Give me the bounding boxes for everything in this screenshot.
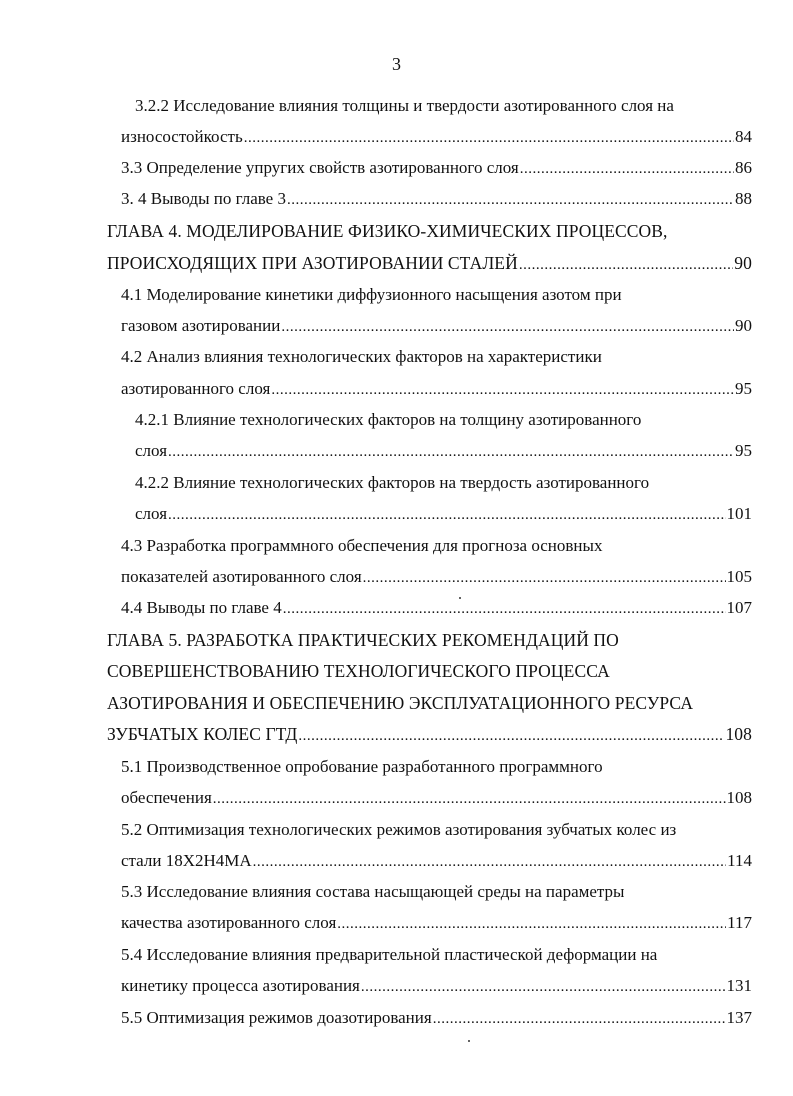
toc-entry-text: 5.2 Оптимизация технологических режимов азотирования зубчатых колес из xyxy=(121,820,677,839)
dot-leader xyxy=(283,597,726,621)
dot-leader xyxy=(253,850,726,874)
toc-entry-text: ЗУБЧАТЫХ КОЛЕС ГТД xyxy=(107,724,298,744)
toc-entry-3-3[interactable] xyxy=(121,156,752,180)
dot-leader xyxy=(520,157,734,181)
toc-chapter-4[interactable] xyxy=(107,219,668,243)
toc-entry-4-4[interactable] xyxy=(121,596,752,620)
toc-page-number: 105 xyxy=(726,567,752,586)
dot-leader xyxy=(519,253,733,277)
toc-entry-text: 3.2.2 Исследование влияния толщины и твердости азотированного слоя на xyxy=(135,96,674,115)
toc-entry-3-2-2-cont[interactable] xyxy=(121,125,752,149)
toc-entry-4-3-cont[interactable] xyxy=(121,565,752,589)
toc-entry-text: слоя xyxy=(135,504,168,523)
toc-entry-text: 3. 4 Выводы по главе 3 xyxy=(121,189,286,208)
toc-entry-text: АЗОТИРОВАНИЯ И ОБЕСПЕЧЕНИЮ ЭКСПЛУАТАЦИОННОГО РЕСУРСА xyxy=(107,693,694,713)
dot-leader xyxy=(213,787,726,811)
page-number: 3 xyxy=(392,54,401,74)
toc-page-number: 108 xyxy=(726,788,752,807)
scan-speck xyxy=(468,1040,470,1042)
toc-entry-text: 5.5 Оптимизация режимов доазотирования xyxy=(121,1008,432,1027)
toc-chapter-5[interactable] xyxy=(107,628,619,652)
toc-entry-4-2-1[interactable] xyxy=(135,408,641,432)
toc-entry-5-2-cont[interactable] xyxy=(121,849,752,873)
toc-entry-text: слоя xyxy=(135,441,168,460)
dot-leader xyxy=(271,378,734,402)
toc-entry-5-4[interactable] xyxy=(121,943,657,967)
toc-entry-5-1-cont[interactable] xyxy=(121,786,752,810)
dot-leader xyxy=(168,503,725,527)
toc-entry-4-2-cont[interactable] xyxy=(121,377,752,401)
toc-entry-5-2[interactable] xyxy=(121,818,676,842)
toc-entry-text: качества азотированного слоя xyxy=(121,913,337,932)
toc-entry-3-2-2[interactable] xyxy=(135,94,674,118)
toc-page-number: 107 xyxy=(726,598,752,617)
toc-entry-text: кинетику процесса азотирования xyxy=(121,976,360,995)
toc-entry-5-1[interactable] xyxy=(121,755,603,779)
toc-entry-5-3[interactable] xyxy=(121,880,624,904)
toc-entry-4-2-2-cont[interactable] xyxy=(135,502,752,526)
toc-entry-text: 4.2 Анализ влияния технологических факторов на характеристики xyxy=(121,347,602,366)
toc-entry-text: 4.1 Моделирование кинетики диффузионного насыщения азотом при xyxy=(121,285,622,304)
toc-page-number: 90 xyxy=(735,316,752,335)
toc-chapter-5-line2[interactable] xyxy=(107,659,610,683)
toc-page-number: 137 xyxy=(726,1008,752,1027)
toc-entry-text: ГЛАВА 5. РАЗРАБОТКА ПРАКТИЧЕСКИХ РЕКОМЕНДАЦИЙ ПО xyxy=(107,630,619,650)
dot-leader xyxy=(363,566,726,590)
dot-leader xyxy=(337,912,726,936)
toc-entry-5-5[interactable] xyxy=(121,1006,752,1030)
toc-entry-5-3-cont[interactable] xyxy=(121,911,752,935)
toc-entry-text: 4.2.1 Влияние технологических факторов на толщину азотированного xyxy=(135,410,642,429)
toc-chapter-4-cont[interactable] xyxy=(107,251,752,275)
toc-chapter-5-line4[interactable] xyxy=(107,722,752,746)
toc-entry-text: обеспечения xyxy=(121,788,212,807)
toc-entry-5-4-cont[interactable] xyxy=(121,974,752,998)
toc-entry-text: стали 18Х2Н4МА xyxy=(121,851,252,870)
dot-leader xyxy=(287,188,734,212)
toc-page-number: 86 xyxy=(735,158,752,177)
toc-entry-text: 5.4 Исследование влияния предварительной пластической деформации на xyxy=(121,945,658,964)
dot-leader xyxy=(433,1007,726,1031)
dot-leader xyxy=(281,315,734,339)
toc-page-number: 90 xyxy=(734,253,752,273)
scan-speck xyxy=(459,597,461,599)
toc-entry-4-2[interactable] xyxy=(121,345,602,369)
toc-entry-4-1-cont[interactable] xyxy=(121,314,752,338)
toc-page-number: 88 xyxy=(735,189,752,208)
toc-entry-4-2-2[interactable] xyxy=(135,471,649,495)
toc-entry-4-2-1-cont[interactable] xyxy=(135,439,752,463)
toc-entry-text: 4.4 Выводы по главе 4 xyxy=(121,598,282,617)
toc-entry-text: 5.1 Производственное опробование разработанного программного xyxy=(121,757,603,776)
toc-entry-text: азотированного слоя xyxy=(121,379,271,398)
toc-entry-text: СОВЕРШЕНСТВОВАНИЮ ТЕХНОЛОГИЧЕСКОГО ПРОЦЕССА xyxy=(107,661,610,681)
toc-entry-text: износостойкость xyxy=(121,127,243,146)
toc-page-number: 101 xyxy=(726,504,752,523)
toc-entry-3-4[interactable] xyxy=(121,187,752,211)
toc-entry-text: ПРОИСХОДЯЩИХ ПРИ АЗОТИРОВАНИИ СТАЛЕЙ xyxy=(107,253,518,273)
toc-entry-text: газовом азотировании xyxy=(121,316,281,335)
dot-leader xyxy=(168,440,734,464)
toc-entry-text: 4.3 Разработка программного обеспечения для прогноза основных xyxy=(121,536,603,555)
toc-entry-text: 5.3 Исследование влияния состава насыщающей среды на параметры xyxy=(121,882,625,901)
toc-entry-4-3[interactable] xyxy=(121,534,602,558)
toc-chapter-5-line3[interactable] xyxy=(107,691,693,715)
toc-page-number: 95 xyxy=(735,441,752,460)
toc-page-number: 108 xyxy=(725,724,752,744)
toc-page-number: 131 xyxy=(726,976,752,995)
toc-entry-text: ГЛАВА 4. МОДЕЛИРОВАНИЕ ФИЗИКО-ХИМИЧЕСКИХ ПРОЦЕССОВ, xyxy=(107,221,668,241)
toc-page-number: 84 xyxy=(735,127,752,146)
toc-page-number: 117 xyxy=(727,913,752,932)
toc-entry-text: 4.2.2 Влияние технологических факторов на твердость азотированного xyxy=(135,473,650,492)
toc-entry-text: 3.3 Определение упругих свойств азотированного слоя xyxy=(121,158,519,177)
dot-leader xyxy=(361,975,726,999)
dot-leader xyxy=(244,126,734,150)
toc-entry-text: показателей азотированного слоя xyxy=(121,567,362,586)
toc-page-number: 114 xyxy=(727,851,752,870)
toc-entry-4-1[interactable] xyxy=(121,283,622,307)
toc-page-number: 95 xyxy=(735,379,752,398)
dot-leader xyxy=(298,724,724,748)
